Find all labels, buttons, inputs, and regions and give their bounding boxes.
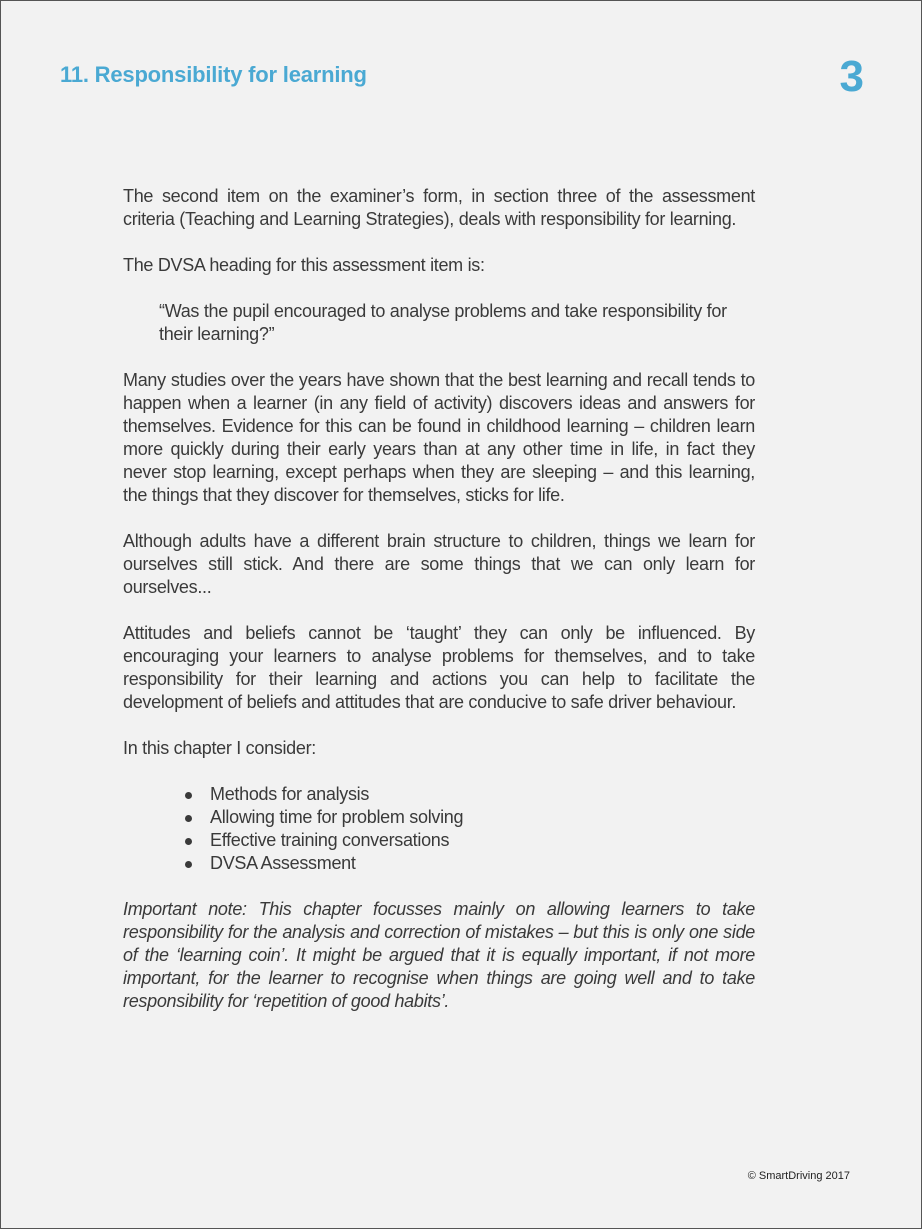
bullet-icon <box>185 792 192 799</box>
main-content <box>123 185 755 1036</box>
topic-list <box>185 783 755 875</box>
bullet-icon <box>185 815 192 822</box>
list-item <box>185 783 755 806</box>
list-item <box>185 829 755 852</box>
list-item-label: Effective training conversations <box>210 830 450 850</box>
assessment-quote: “Was the pupil encouraged to analyse problems and take responsibility for their learning?” <box>159 301 727 344</box>
important-note: Important note: This chapter focusses mainly on allowing learners to take responsibility for the analysis and correction of mistakes – but this is only one side of the ‘learning coin’. It might be argued that it is equally important, if not more important, for the learner to recognise when things are going well and to take responsibility for ‘repetition of good habits’. <box>123 899 755 1011</box>
paragraph-adults: Although adults have a different brain structure to children, things we learn for ourselves still stick. And there are some things that we can only learn for ourselves... <box>123 531 755 597</box>
paragraph-heading-intro: The DVSA heading for this assessment item is: <box>123 255 485 275</box>
list-item <box>185 852 755 875</box>
copyright-footer: © SmartDriving 2017 <box>747 1170 850 1182</box>
bullet-icon <box>185 838 192 845</box>
chapter-title: 11. Responsibility for learning <box>60 62 367 87</box>
bullet-icon <box>185 861 192 868</box>
list-item-label: Methods for analysis <box>210 784 370 804</box>
paragraph-intro: The second item on the examiner’s form, in section three of the assessment criteria (Teaching and Learning Strategies), deals with responsibility for learning. <box>123 186 755 229</box>
list-item-label: Allowing time for problem solving <box>210 807 464 827</box>
paragraph-attitudes: Attitudes and beliefs cannot be ‘taught’ they can only be influenced. By encouraging your learners to analyse problems for themselves, and to take responsibility for their learning and actions you can help to facilitate the development of beliefs and attitudes that are conducive to safe driver behaviour. <box>123 623 755 712</box>
list-item-label: DVSA Assessment <box>210 853 356 873</box>
paragraph-studies: Many studies over the years have shown that the best learning and recall tends to happen when a learner (in any field of activity) discovers ideas and answers for themselves. Evidence for this can be found in childhood learning – children learn more quickly during their early years than at any other time in life, in fact they never stop learning, except perhaps when they are sleeping – and this learning, the things that they discover for themselves, sticks for life. <box>123 370 755 505</box>
list-item <box>185 806 755 829</box>
paragraph-chapter-intro: In this chapter I consider: <box>123 738 317 758</box>
chapter-number: 3 <box>839 52 864 101</box>
